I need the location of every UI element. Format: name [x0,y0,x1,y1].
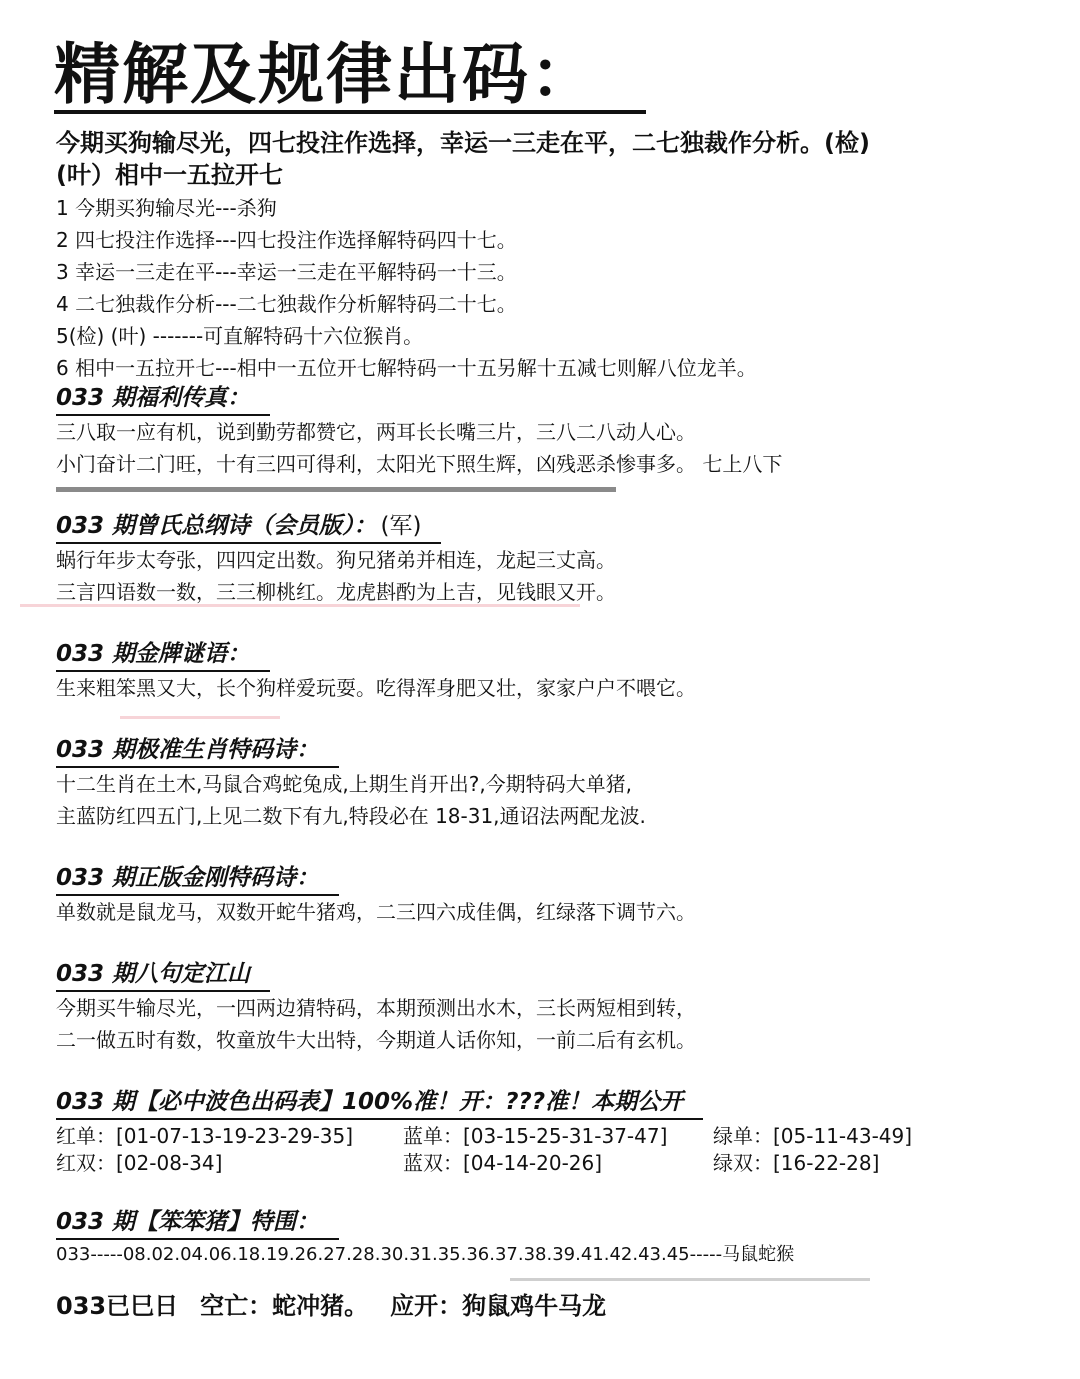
explanation-4: 4 二七独裁作分析---二七独裁作分析解特码二十七。 [56,292,517,316]
fuli-line-2: 小门奋计二门旺，十有三四可得利，太阳光下照生辉，凶残恶杀惨事多。 七上八下 [56,452,783,476]
bzz-line: 033-----08.02.04.06.18.19.26.27.28.30.31.35.36.37.38.39.41.42.43.45-----马鼠蛇猴 [56,1244,795,1265]
jingang-line-1: 单数就是鼠龙马，双数开蛇牛猪鸡，二三四六成佳偶，红绿落下调节六。 [56,900,696,924]
jinpai-line-1: 生来粗笨黑又大，长个狗样爱玩耍。吃得浑身肥又壮，家家户户不喂它。 [56,676,696,700]
scan-smear [20,604,580,607]
scan-smear [510,1278,870,1281]
jizhun-line-1: 十二生肖在土木,马鼠合鸡蛇兔成,上期生肖开出?,今期特码大单猪, [56,772,633,796]
section-bajv-heading: 033 期八句定江山 [56,960,270,992]
bose-row-2 [56,1150,879,1176]
scan-smear [120,716,280,719]
section-jizhun-heading: 033 期极准生肖特码诗： [56,736,339,768]
section-bose-heading: 033 期【必中波色出码表】100%准！开：???准！本期公开 [56,1088,703,1120]
intro-line-2: (叶）相中一五拉开七 [56,161,283,189]
blue-double: 蓝双：[04-14-20-26] [403,1151,603,1175]
page-title: 精解及规律出码： [54,42,646,114]
bose-row-1 [56,1123,912,1149]
explanation-3: 3 幸运一三走在平---幸运一三走在平解特码一十三。 [56,260,517,284]
section-jingang-heading: 033 期正版金刚特码诗： [56,864,339,896]
explanation-1: 1 今期买狗输尽光---杀狗 [56,196,277,220]
bottom-summary [56,1286,628,1321]
bottom-kongwang: 空亡：蛇冲猪。 [200,1292,369,1320]
section-zeng-heading [56,512,441,544]
zeng-line-1: 蜗行年步太夸张，四四定出数。狗兄猪弟并相连，龙起三丈高。 [56,548,616,572]
bottom-day: 033已巳日 [56,1292,179,1320]
intro-line-1: 今期买狗输尽光，四七投注作选择，幸运一三走在平，二七独裁作分析。(检) [56,129,870,157]
bottom-yingkai: 应开：狗鼠鸡牛马龙 [390,1292,607,1320]
zeng-line-2: 三言四语数一数，三三柳桃红。龙虎斟酌为上吉，见钱眼又开。 [56,580,616,604]
zeng-heading-text: 033 期曾氏总纲诗（会员版）： [56,513,377,539]
explanation-5: 5(检) (叶) -------可直解特码十六位猴肖。 [56,324,424,348]
scan-smear [56,487,616,492]
fuli-line-1: 三八取一应有机，说到勤劳都赞它，两耳长长嘴三片，三八二八动人心。 [56,420,696,444]
section-jinpai-heading: 033 期金牌谜语： [56,640,270,672]
green-double: 绿双：[16-22-28] [713,1151,880,1175]
red-single: 红单：[01-07-13-19-23-29-35] [56,1124,354,1148]
explanation-6: 6 相中一五拉开七---相中一五位开七解特码一十五另解十五减七则解八位龙羊。 [56,356,757,380]
bajv-line-1: 今期买牛输尽光，一四两边猜特码，本期预测出水木，三长两短相到转， [56,996,696,1020]
section-bzz-heading: 033 期【笨笨猪】特围： [56,1208,339,1240]
red-double: 红双：[02-08-34] [56,1151,223,1175]
blue-single: 蓝单：[03-15-25-31-37-47] [403,1124,668,1148]
zeng-heading-tail: (军) [380,513,422,539]
explanation-2: 2 四七投注作选择---四七投注作选择解特码四十七。 [56,228,517,252]
green-single: 绿单：[05-11-43-49] [713,1124,913,1148]
bajv-line-2: 二一做五时有数，牧童放牛大出特，今期道人话你知，一前二后有玄机。 [56,1028,696,1052]
section-fuli-heading: 033 期福利传真： [56,384,270,416]
jizhun-line-2: 主蓝防红四五门,上见二数下有九,特段必在 18-31,通诏法两配龙波. [56,804,646,828]
